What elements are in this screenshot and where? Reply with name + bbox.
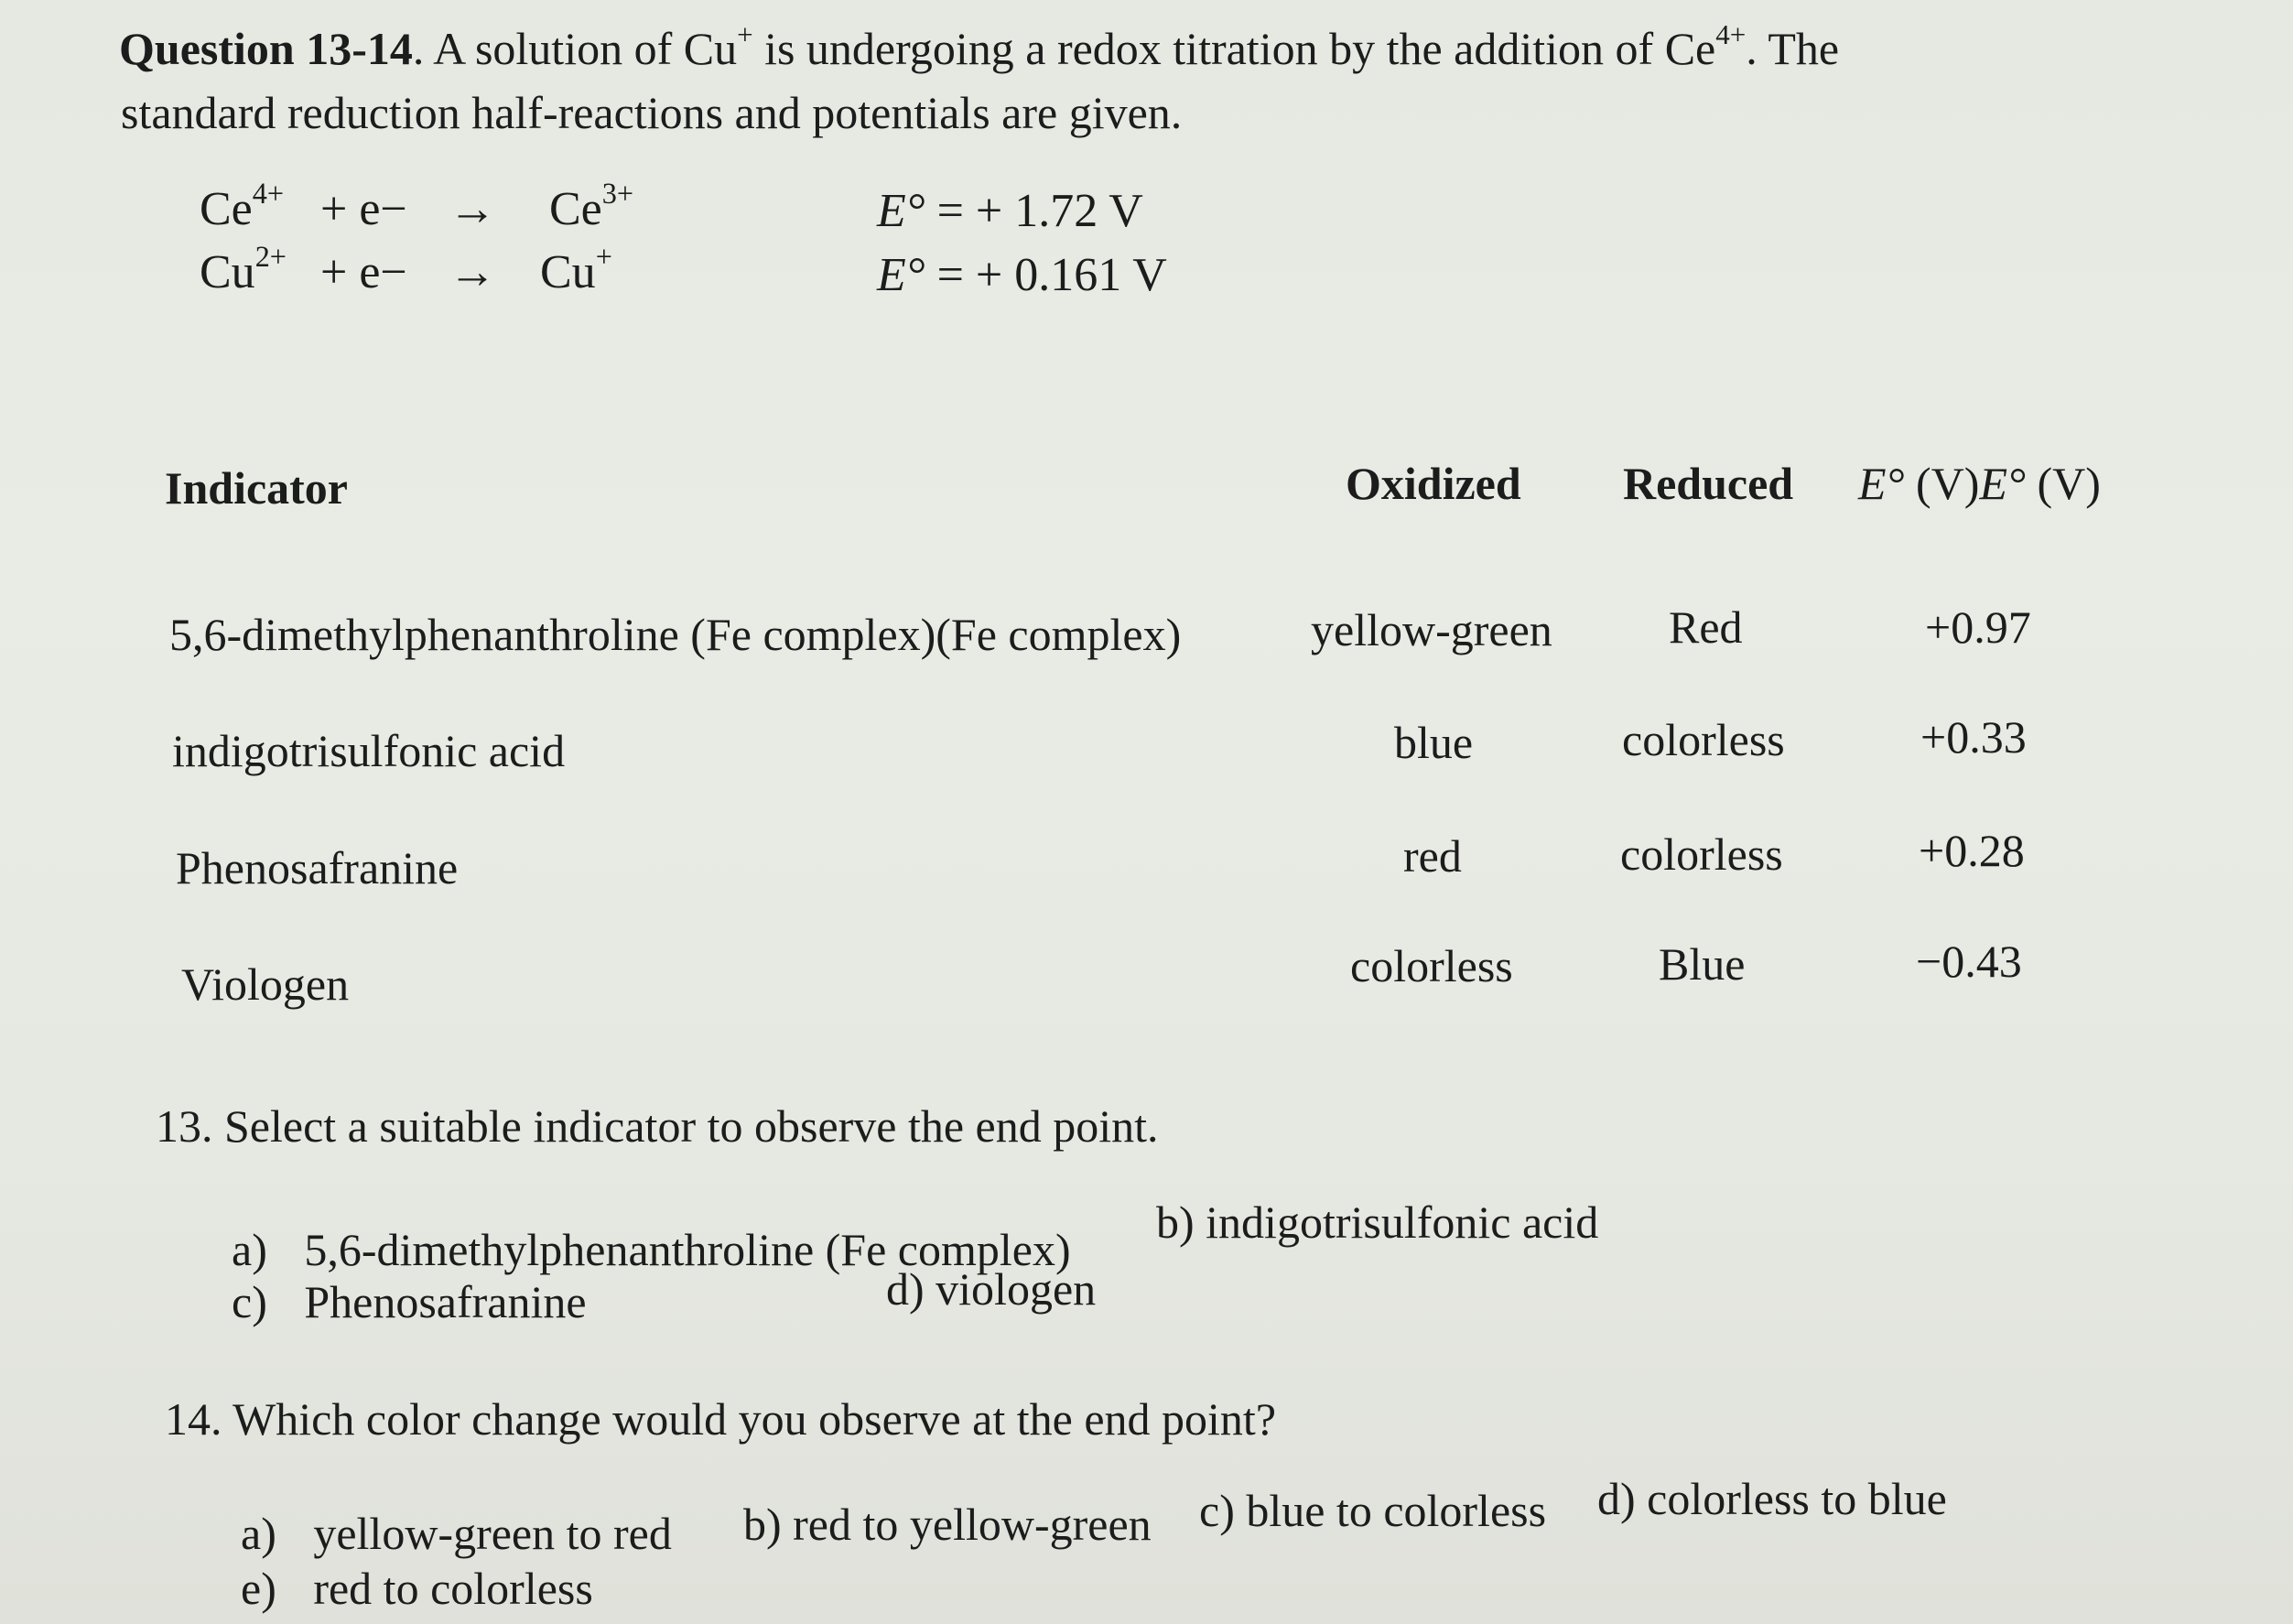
q14-option-e[interactable]	[241, 1563, 593, 1614]
reaction-1-electron: + e−	[320, 183, 407, 235]
q13-prompt: 13. Select a suitable indicator to observe the end point.	[156, 1100, 1159, 1152]
q14-option-b-text: red to yellow-green	[793, 1499, 1152, 1550]
reaction-1-product: $Ce^{3+}$	[549, 176, 634, 235]
q13-option-c-letter: c)	[232, 1276, 267, 1327]
q14-option-a-letter: a)	[241, 1508, 276, 1559]
q13-option-b[interactable]	[1156, 1196, 1599, 1248]
reaction-1-potential: E° = + 1.72 V	[877, 185, 1143, 237]
question-header-line2: standard reduction half-reactions and potentials are given.	[121, 87, 1183, 138]
q13-option-a-text: 5,6-dimethylphenanthroline (Fe complex)	[304, 1224, 1071, 1275]
table-header-e: E° (V)E° (V)	[1858, 458, 2101, 509]
reaction-1	[200, 176, 285, 235]
reaction-2-potential: E° = + 0.161 V	[877, 249, 1167, 301]
q13-option-d[interactable]	[886, 1263, 1097, 1315]
q14-option-c[interactable]	[1199, 1485, 1547, 1536]
q14-option-c-text: blue to colorless	[1246, 1485, 1547, 1536]
table-row-2-e: +0.33	[1920, 711, 2027, 763]
reaction-2-electron: + e−	[320, 246, 407, 298]
header-sup-a: +	[737, 17, 753, 50]
q14-option-e-text: red to colorless	[313, 1563, 593, 1614]
q14-option-d[interactable]	[1597, 1473, 1947, 1524]
table-row-1-oxidized: yellow-green	[1311, 604, 1552, 655]
header-text-c: . The	[1746, 23, 1840, 74]
q14-prompt: 14. Which color change would you observe at the end point?	[165, 1393, 1277, 1445]
table-row-3-reduced: colorless	[1620, 828, 1783, 880]
q13-option-b-text: indigotrisulfonic acid	[1206, 1196, 1599, 1248]
q14-option-d-letter: d)	[1597, 1473, 1636, 1524]
table-row-2-reduced: colorless	[1622, 714, 1785, 765]
table-header-indicator: Indicator	[165, 462, 348, 514]
q13-option-b-letter: b)	[1156, 1196, 1195, 1248]
q13-option-c[interactable]	[232, 1276, 587, 1327]
header-text-a: . A solution of Cu	[412, 23, 738, 74]
table-row-3-e: +0.28	[1919, 825, 2025, 876]
q14-option-a[interactable]	[241, 1508, 672, 1559]
table-row-1-e: +0.97	[1925, 601, 2031, 653]
reaction-1-arrow: →	[449, 183, 496, 235]
table-row-1-reduced: Red	[1669, 601, 1743, 653]
question-label: Question 13-14	[119, 23, 413, 74]
q13-option-d-letter: d)	[886, 1263, 925, 1315]
q14-option-b[interactable]	[743, 1499, 1152, 1550]
reaction-2-arrow: →	[449, 246, 496, 298]
table-row-4-name: Viologen	[181, 958, 350, 1010]
table-row-2-oxidized: blue	[1394, 717, 1474, 768]
question-header-line1	[119, 17, 1840, 74]
table-header-reduced: Reduced	[1623, 458, 1794, 509]
header-text-b: is undergoing a redox titration by the addition of Ce	[752, 23, 1716, 74]
table-row-4-oxidized: colorless	[1350, 940, 1513, 991]
q14-option-d-text: colorless to blue	[1647, 1473, 1947, 1524]
q13-option-d-text: viologen	[936, 1263, 1097, 1315]
table-row-4-e: −0.43	[1916, 936, 2022, 987]
header-sup-b: 4+	[1715, 17, 1747, 50]
table-row-3-name: Phenosafranine	[176, 842, 459, 893]
reaction-2-reactant: $Cu^{2+}$	[200, 239, 287, 298]
q14-option-b-letter: b)	[743, 1499, 782, 1550]
table-row-3-oxidized: red	[1403, 830, 1462, 882]
table-row-4-reduced: Blue	[1659, 938, 1746, 990]
reaction-1-reactant: $Ce^{4+}$	[200, 176, 285, 235]
q13-option-a-letter: a)	[232, 1224, 267, 1275]
q13-option-c-text: Phenosafranine	[304, 1276, 587, 1327]
q14-option-e-letter: e)	[241, 1563, 276, 1614]
reaction-2-product: Cu+	[540, 239, 612, 298]
table-header-oxidized: Oxidized	[1346, 458, 1521, 509]
table-row-1-name: 5,6-dimethylphenanthroline (Fe complex)(Fe complex)	[169, 609, 1182, 660]
table-row-2-name: indigotrisulfonic acid	[172, 725, 566, 776]
q14-option-c-letter: c)	[1199, 1485, 1235, 1536]
q14-option-a-text: yellow-green to red	[313, 1508, 672, 1559]
